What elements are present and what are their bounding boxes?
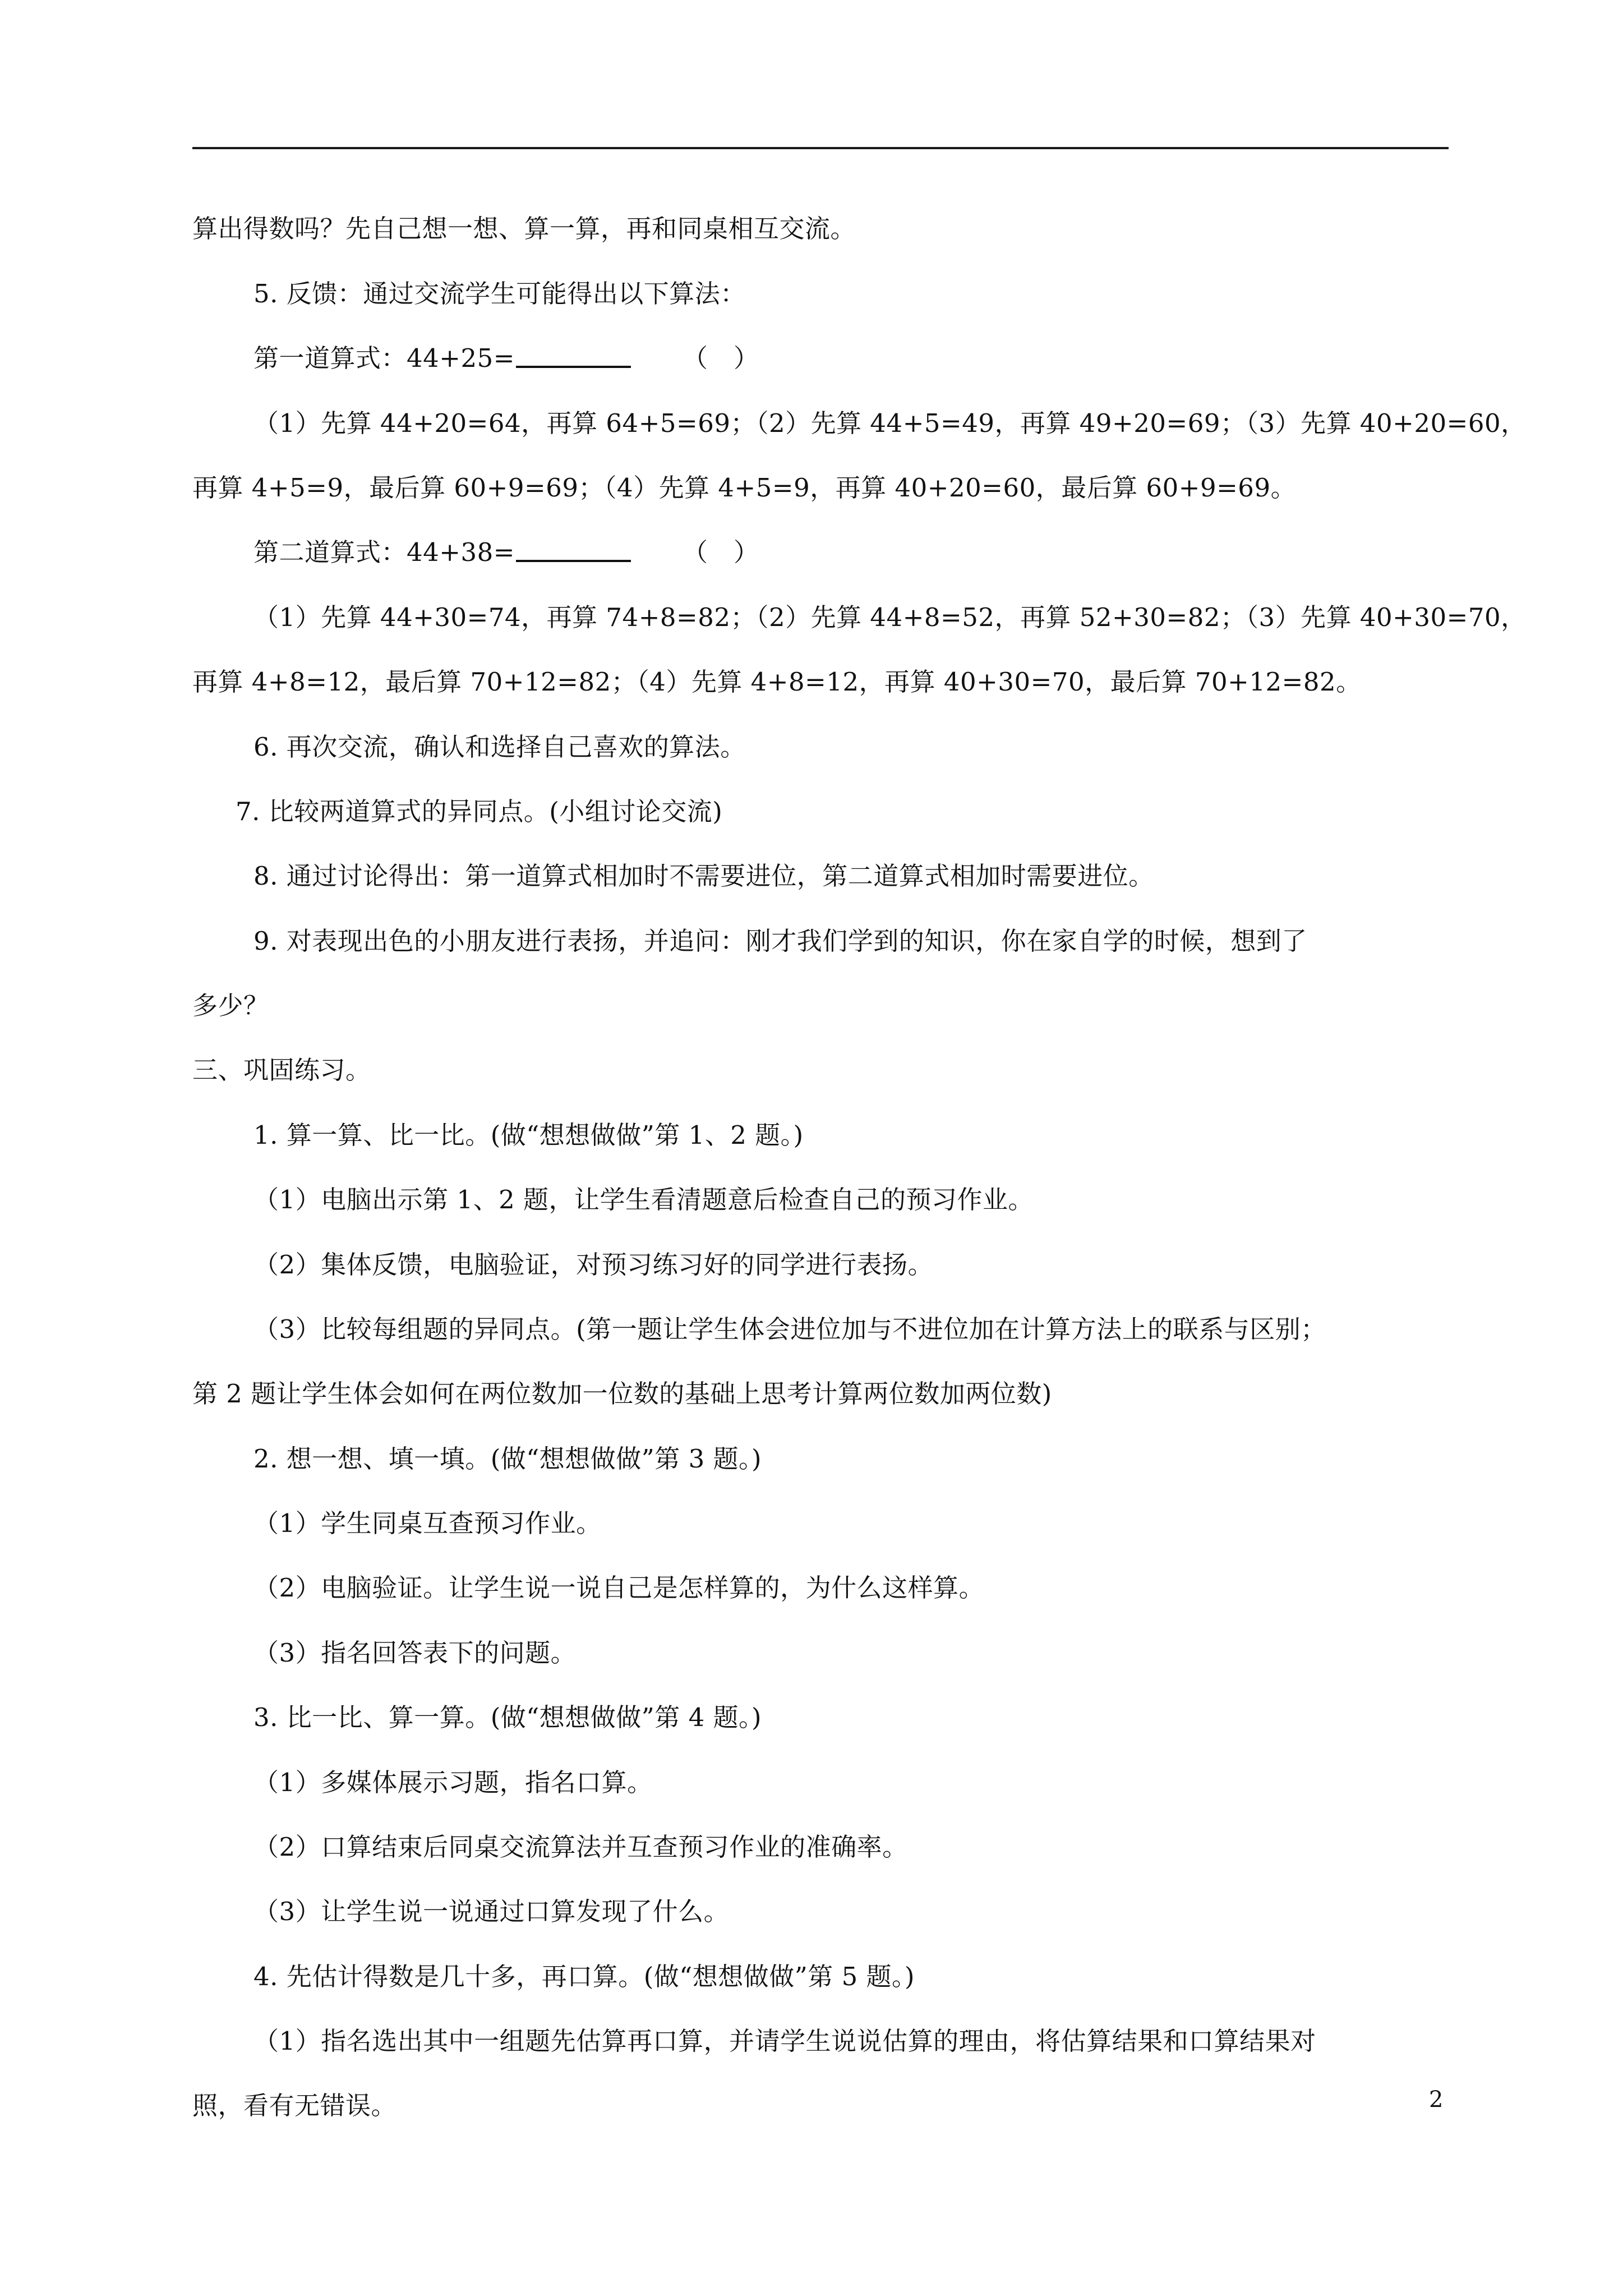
answer-paren: （ ）	[682, 343, 759, 373]
equation-text: 第一道算式：44+25=	[253, 343, 515, 373]
text-line: 1. 算一算、比一比。(做“想想做做”第 1、2 题。)	[253, 1120, 804, 1150]
text-line: （1）指名选出其中一组题先估算再口算，并请学生说说估算的理由，将估算结果和口算结果对	[253, 2026, 1316, 2056]
text-line: （1）学生同桌互查预习作业。	[253, 1508, 602, 1538]
text-line: （2）口算结束后同桌交流算法并互查预习作业的准确率。	[253, 1832, 908, 1862]
text-line: （3）比较每组题的异同点。(第一题让学生体会进位加与不进位加在计算方法上的联系与区别；	[253, 1314, 1326, 1344]
text-line: 再算 4+5=9，最后算 60+9=69；（4）先算 4+5=9，再算 40+20=60，最后算 60+9=69。	[192, 473, 1297, 503]
text-line: （1）电脑出示第 1、2 题，让学生看清题意后检查自己的预习作业。	[253, 1185, 1034, 1214]
text-line: 算出得数吗？先自己想一想、算一算，再和同桌相互交流。	[192, 214, 856, 243]
text-line: 5. 反馈：通过交流学生可能得出以下算法：	[253, 279, 746, 309]
answer-blank	[516, 366, 631, 368]
text-line: （1）多媒体展示习题，指名口算。	[253, 1768, 653, 1797]
text-line: 再算 4+8=12，最后算 70+12=82；（4）先算 4+8=12，再算 40+30=70，最后算 70+12=82。	[192, 667, 1362, 697]
text-line: 第 2 题让学生体会如何在两位数加一位数的基础上思考计算两位数加两位数)	[192, 1379, 1052, 1409]
text-line: 多少？	[192, 991, 269, 1020]
page-number: 2	[1429, 2087, 1444, 2113]
text-line: （1）先算 44+20=64，再算 64+5=69；（2）先算 44+5=49，再算 49+20=69；（3）先算 40+20=60，	[253, 408, 1527, 438]
text-line: 2. 想一想、填一填。(做“想想做做”第 3 题。)	[253, 1444, 762, 1474]
text-line: 4. 先估计得数是几十多，再口算。(做“想想做做”第 5 题。)	[253, 1962, 915, 1991]
section-heading: 三、巩固练习。	[192, 1055, 371, 1085]
text-line: 8. 通过讨论得出：第一道算式相加时不需要进位，第二道算式相加时需要进位。	[253, 861, 1154, 891]
text-line: （2）电脑验证。让学生说一说自己是怎样算的，为什么这样算。	[253, 1573, 985, 1603]
text-line: （3）让学生说一说通过口算发现了什么。	[253, 1897, 730, 1926]
text-line: 9. 对表现出色的小朋友进行表扬，并追问：刚才我们学到的知识，你在家自学的时候，想到了	[253, 926, 1307, 956]
text-line: （1）先算 44+30=74，再算 74+8=82；（2）先算 44+8=52，再算 52+30=82；（3）先算 40+30=70，	[253, 602, 1527, 632]
equation-line-2	[253, 536, 759, 569]
equation-text: 第二道算式：44+38=	[253, 537, 515, 567]
text-line: 7. 比较两道算式的异同点。(小组讨论交流)	[236, 797, 723, 826]
answer-paren: （ ）	[682, 537, 759, 567]
text-line: （2）集体反馈，电脑验证，对预习练习好的同学进行表扬。	[253, 1250, 934, 1280]
header-rule	[192, 147, 1449, 149]
text-line: 3. 比一比、算一算。(做“想想做做”第 4 题。)	[253, 1703, 762, 1732]
equation-line-1	[253, 342, 759, 375]
text-line: 6. 再次交流，确认和选择自己喜欢的算法。	[253, 732, 746, 762]
answer-blank	[516, 560, 631, 562]
text-line: 照，看有无错误。	[192, 2091, 397, 2120]
text-line: （3）指名回答表下的问题。	[253, 1638, 577, 1668]
